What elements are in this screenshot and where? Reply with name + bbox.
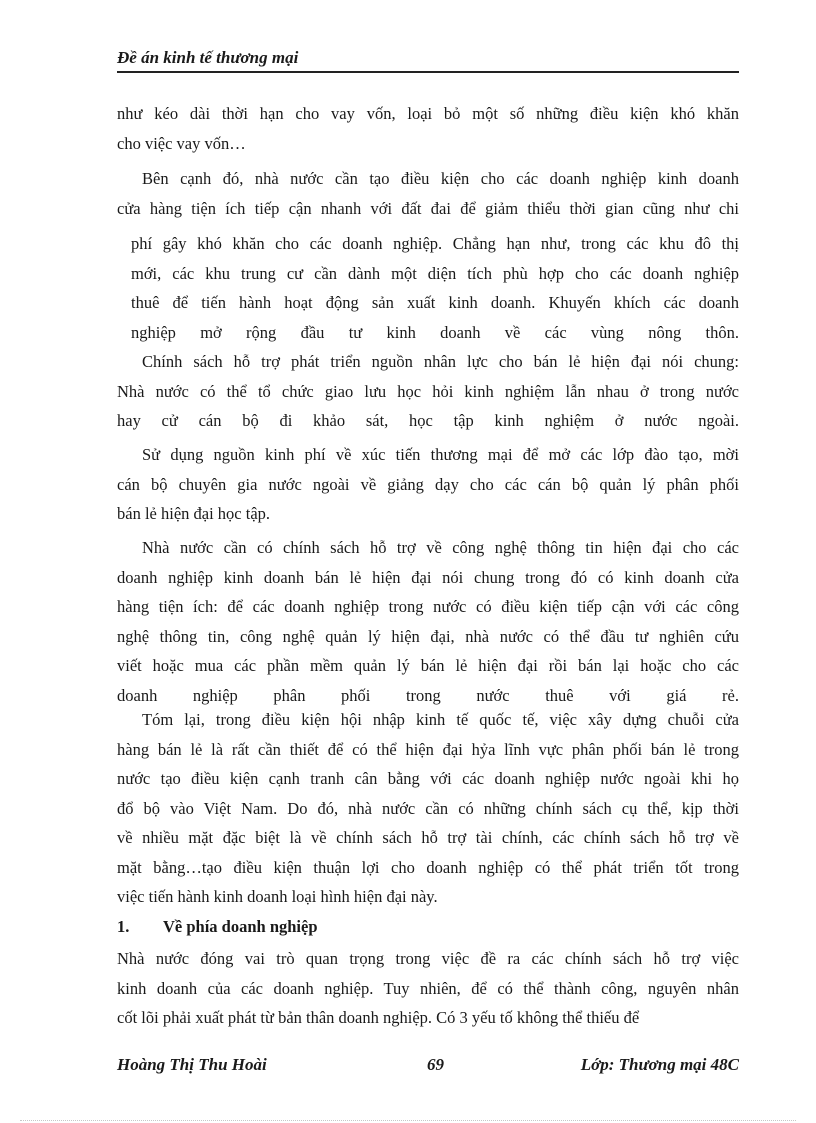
paragraph-line: Chính sách hỗ trợ phát triển nguồn nhân lực cho bán lẻ hiện đại nói chung:	[142, 352, 739, 371]
section-heading	[117, 912, 739, 941]
paragraph-line: nước tạo điều kiện cạnh tranh cân bằng với các doanh nghiệp nước ngoài khi họ	[117, 769, 739, 788]
paragraph-line: phí gây khó khăn cho các doanh nghiệp. Chẳng hạn như, trong các khu đô thị	[131, 234, 739, 253]
paragraph-line: mới, các khu trung cư cần dành một diện tích phù hợp cho các doanh nghiệp	[131, 263, 739, 283]
footer-author: Hoàng Thị Thu Hoài	[117, 1055, 267, 1074]
paragraph-8	[117, 944, 739, 1033]
paragraph-line: Nhà nước đóng vai trò quan trọng trong việc đề ra các chính sách hỗ trợ việc	[117, 949, 739, 968]
paragraph-line: Tóm lại, trong điều kiện hội nhập kinh tế quốc tế, việc xây dựng chuỗi cửa	[142, 710, 739, 729]
paragraph-line: nghệ thông tin, công nghệ quản lý hiện đại, nhà nước có thể đầu tư nghiên cứu	[117, 626, 739, 646]
paragraph-line: cửa hàng tiện ích tiếp cận nhanh với đất đai để giảm thiểu thời gian cũng như chi	[117, 198, 739, 218]
paragraph-line: hàng tiện ích: để các doanh nghiệp trong nước có điều kiện tiếp cận với các công	[117, 597, 739, 616]
paragraph-line: viết hoặc mua các phần mềm quản lý bán lẻ hiện đại rồi bán lại hoặc cho các	[117, 656, 739, 675]
document-header-title: Đề án kinh tế thương mại	[117, 48, 299, 67]
paragraph-line: Sử dụng nguồn kinh phí về xúc tiến thương mại để mở các lớp đào tạo, mời	[142, 445, 739, 464]
paragraph-line: cán bộ chuyên gia nước ngoài về giảng dạy cho các cán bộ quản lý phân phối	[117, 474, 739, 494]
paragraph-line: hàng bán lẻ là rất cần thiết để có thể hiện đại hỷa lĩnh vực phân phối bán lẻ trong	[117, 739, 739, 759]
paragraph-1	[117, 99, 739, 158]
paragraph-line: bán lẻ hiện đại học tập.	[117, 504, 271, 523]
paragraph-line: Nhà nước có thể tổ chức giao lưu học hỏi kinh nghiệm lẫn nhau ở trong nước	[117, 381, 739, 401]
paragraph-line: Bên cạnh đó, nhà nước cần tạo điều kiện cho các doanh nghiệp kinh doanh	[142, 169, 739, 188]
paragraph-6	[117, 533, 739, 710]
paragraph-line: kinh doanh của các doanh nghiệp. Tuy nhiên, để có thể thành công, nguyên nhân	[117, 978, 739, 998]
paragraph-line: cốt lõi phải xuất phát từ bản thân doanh nghiệp. Có 3 yếu tố không thể thiếu để	[117, 1008, 640, 1027]
footer-class: Lớp: Thương mại 48C	[580, 1055, 739, 1074]
page-bottom-border	[20, 1120, 796, 1121]
footer-page-number: 69	[427, 1055, 444, 1074]
paragraph-line: Nhà nước cần có chính sách hỗ trợ về công nghệ thông tin hiện đại cho các	[142, 538, 739, 557]
paragraph-line: doanh nghiệp kinh doanh bán lẻ hiện đại nói chung trong đó có kinh doanh cửa	[117, 567, 739, 587]
paragraph-line: thuê để tiến hành hoạt động sản xuất kinh doanh. Khuyến khích các doanh	[131, 293, 739, 312]
paragraph-line: nghiệp mở rộng đầu tư kinh doanh về các vùng nông thôn.	[131, 322, 739, 342]
paragraph-line: như kéo dài thời hạn cho vay vốn, loại bỏ một số những điều kiện khó khăn	[117, 104, 739, 123]
paragraph-7	[117, 705, 739, 912]
paragraph-line: đổ bộ vào Việt Nam. Do đó, nhà nước cần có những chính sách cụ thể, kịp thời	[117, 798, 739, 818]
section-title: Về phía doanh nghiệp	[163, 917, 318, 936]
paragraph-line: việc tiến hành kinh doanh loại hình hiện đại này.	[117, 887, 438, 906]
header-divider	[117, 71, 739, 73]
section-number: 1.	[117, 917, 130, 936]
paragraph-5	[117, 440, 739, 529]
paragraph-3	[131, 229, 739, 347]
paragraph-2	[117, 164, 739, 223]
paragraph-line: mặt bằng…tạo điều kiện thuận lợi cho doanh nghiệp có thể phát triển tốt trong	[117, 857, 739, 877]
paragraph-line: doanh nghiệp phân phối trong nước thuê với giá rẻ.	[117, 685, 739, 705]
paragraph-line: cho việc vay vốn…	[117, 133, 246, 153]
paragraph-line: hay cử cán bộ đi khảo sát, học tập kinh nghiệm ở nước ngoài.	[117, 411, 739, 430]
paragraph-line: về nhiều mặt đặc biệt là về chính sách hỗ trợ tài chính, các chính sách hỗ trợ về	[117, 828, 739, 847]
paragraph-4	[117, 347, 739, 436]
